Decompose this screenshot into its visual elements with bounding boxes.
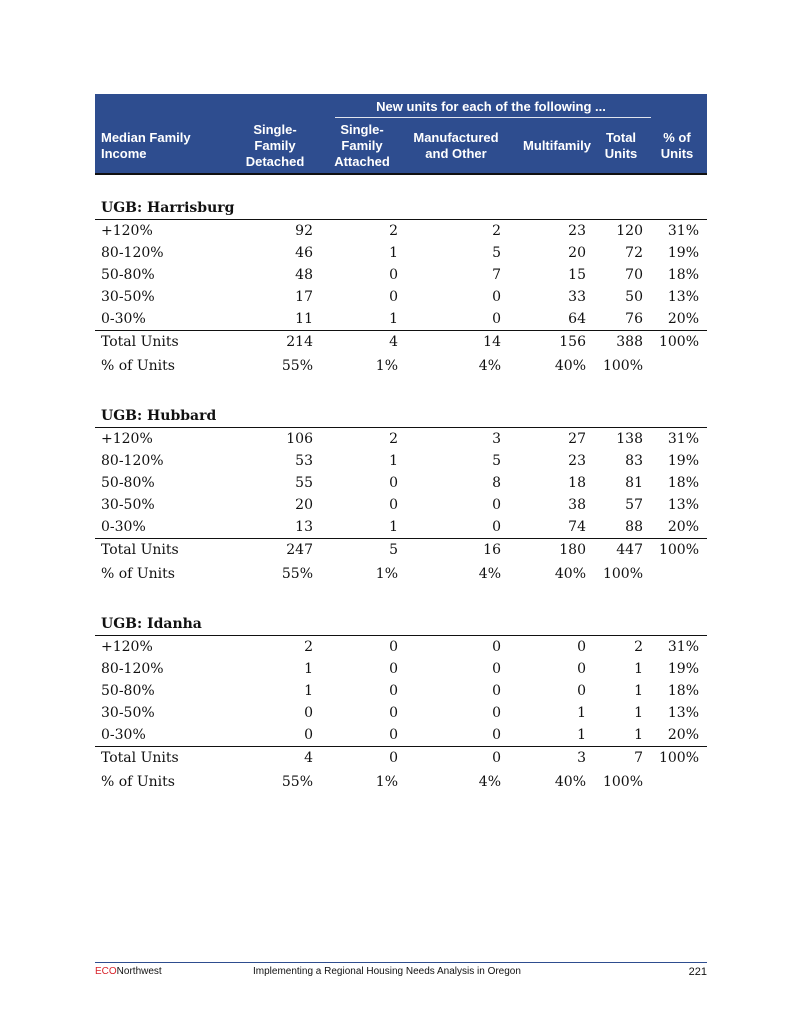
header-col-sfa [323, 118, 401, 173]
row-label: 80-120% [101, 245, 164, 261]
table-cell: 156 [559, 334, 586, 350]
table-cell: 19% [667, 245, 699, 261]
table-cell: 20% [667, 519, 699, 535]
table-cell: 38 [568, 497, 586, 513]
row-label: 50-80% [101, 683, 155, 699]
table-cell: 57 [625, 497, 643, 513]
table-cell: 16 [483, 542, 501, 558]
header-col-multifamily-line1: Multifamily [523, 137, 591, 153]
row-label: 30-50% [101, 289, 155, 305]
table-cell: 214 [286, 334, 313, 350]
total-row [95, 747, 707, 769]
table-cell: 31% [667, 431, 699, 447]
table-cell: 2 [634, 639, 643, 655]
header-col-total-line2: Units [604, 145, 638, 161]
row-label: % of Units [101, 774, 175, 790]
row-label: 0-30% [101, 519, 146, 535]
table-row [95, 242, 707, 264]
table-cell: 447 [616, 542, 643, 558]
table-cell: 18% [667, 475, 699, 491]
total-row [95, 331, 707, 353]
table-row [95, 264, 707, 286]
ugb-section [95, 405, 707, 585]
table-cell: 81 [625, 475, 643, 491]
table-cell: 8 [492, 475, 501, 491]
table-cell: 17 [295, 289, 313, 305]
table-cell: 7 [634, 750, 643, 766]
table-cell: 40% [554, 774, 586, 790]
table-cell: 5 [492, 453, 501, 469]
table-cell: 13% [667, 705, 699, 721]
table-cell: 31% [667, 223, 699, 239]
table-cell: 247 [286, 542, 313, 558]
table-row [95, 516, 707, 538]
table-cell: 33 [568, 289, 586, 305]
housing-units-table [95, 94, 707, 793]
table-cell: 0 [492, 750, 501, 766]
table-cell: 120 [616, 223, 643, 239]
header-col-sfa-line1: Single- [340, 121, 384, 137]
table-cell: 74 [568, 519, 586, 535]
percent-row [95, 355, 707, 377]
table-row [95, 658, 707, 680]
table-cell: 0 [492, 519, 501, 535]
table-cell: 1% [375, 358, 398, 374]
footer-page-number: 221 [688, 966, 707, 978]
header-col-pct-line2: Units [660, 145, 694, 161]
table-cell: 1 [304, 683, 313, 699]
table-cell: 0 [577, 683, 586, 699]
section-title: UGB: Harrisburg [101, 200, 235, 216]
table-cell: 48 [295, 267, 313, 283]
table-cell: 92 [295, 223, 313, 239]
section-title: UGB: Hubbard [101, 408, 217, 424]
table-cell: 100% [602, 358, 643, 374]
table-cell: 1% [375, 774, 398, 790]
footer-brand [95, 966, 162, 977]
row-label: Total Units [101, 542, 179, 558]
row-label: % of Units [101, 566, 175, 582]
table-cell: 0 [389, 497, 398, 513]
ugb-section [95, 613, 707, 793]
page-footer [95, 962, 707, 980]
table-cell: 0 [492, 661, 501, 677]
table-cell: 2 [304, 639, 313, 655]
table-cell: 1 [634, 661, 643, 677]
table-cell: 53 [295, 453, 313, 469]
table-cell: 15 [568, 267, 586, 283]
table-row [95, 636, 707, 658]
table-cell: 55% [281, 774, 313, 790]
table-cell: 0 [389, 289, 398, 305]
table-row [95, 308, 707, 330]
table-cell: 7 [492, 267, 501, 283]
table-cell: 76 [625, 311, 643, 327]
table-cell: 72 [625, 245, 643, 261]
table-row [95, 286, 707, 308]
row-label: 0-30% [101, 727, 146, 743]
table-cell: 14 [483, 334, 501, 350]
table-cell: 0 [492, 311, 501, 327]
table-cell: 64 [568, 311, 586, 327]
table-cell: 13 [295, 519, 313, 535]
row-label: +120% [101, 431, 153, 447]
table-cell: 0 [492, 705, 501, 721]
table-cell: 1 [389, 453, 398, 469]
table-cell: 23 [568, 453, 586, 469]
table-cell: 55 [295, 475, 313, 491]
header-col-income-line2: Income [101, 145, 147, 161]
table-cell: 0 [389, 661, 398, 677]
table-cell: 100% [658, 542, 699, 558]
table-cell: 0 [389, 750, 398, 766]
table-cell: 0 [492, 639, 501, 655]
row-label: 0-30% [101, 311, 146, 327]
table-cell: 0 [492, 497, 501, 513]
footer-brand-eco: ECO [95, 966, 117, 977]
table-cell: 0 [389, 639, 398, 655]
header-col-pct [651, 118, 703, 173]
section-title: UGB: Idanha [101, 616, 202, 632]
table-cell: 0 [389, 727, 398, 743]
table-cell: 1 [389, 245, 398, 261]
table-cell: 4 [304, 750, 313, 766]
table-cell: 0 [304, 705, 313, 721]
table-cell: 11 [295, 311, 313, 327]
table-cell: 4 [389, 334, 398, 350]
ugb-section [95, 197, 707, 377]
footer-rule [95, 962, 707, 963]
table-row [95, 450, 707, 472]
table-cell: 20 [568, 245, 586, 261]
header-bottom-rule [95, 173, 707, 175]
table-cell: 1 [304, 661, 313, 677]
header-col-total-line1: Total [605, 129, 637, 145]
row-label: Total Units [101, 750, 179, 766]
header-col-sfa-line2: Family [341, 137, 383, 153]
footer-brand-rest: Northwest [116, 966, 162, 977]
row-label: 50-80% [101, 267, 155, 283]
table-row [95, 680, 707, 702]
table-cell: 88 [625, 519, 643, 535]
header-col-manufactured-line2: and Other [425, 145, 487, 161]
table-cell: 138 [616, 431, 643, 447]
table-cell: 1 [634, 683, 643, 699]
table-cell: 0 [304, 727, 313, 743]
table-cell: 4% [478, 358, 501, 374]
table-row [95, 724, 707, 746]
table-cell: 4% [478, 774, 501, 790]
table-cell: 1 [634, 727, 643, 743]
table-row [95, 494, 707, 516]
total-row [95, 539, 707, 561]
table-cell: 388 [616, 334, 643, 350]
table-cell: 70 [625, 267, 643, 283]
table-cell: 1 [577, 727, 586, 743]
table-cell: 27 [568, 431, 586, 447]
table-cell: 20% [667, 727, 699, 743]
table-cell: 100% [602, 566, 643, 582]
header-col-sfd-line3: Detached [245, 153, 305, 169]
table-cell: 180 [559, 542, 586, 558]
table-cell: 23 [568, 223, 586, 239]
table-cell: 83 [625, 453, 643, 469]
table-cell: 20 [295, 497, 313, 513]
header-col-multifamily [509, 118, 605, 173]
table-cell: 1 [389, 311, 398, 327]
table-cell: 55% [281, 358, 313, 374]
table-cell: 13% [667, 289, 699, 305]
table-cell: 5 [492, 245, 501, 261]
footer-doc-title: Implementing a Regional Housing Needs Analysis in Oregon [253, 966, 521, 977]
header-col-income-line1: Median Family [101, 129, 191, 145]
table-cell: 1% [375, 566, 398, 582]
table-cell: 0 [492, 683, 501, 699]
table-cell: 0 [492, 289, 501, 305]
header-col-total [595, 118, 647, 173]
table-row [95, 220, 707, 242]
table-cell: 19% [667, 453, 699, 469]
table-body [95, 197, 707, 793]
table-cell: 0 [389, 683, 398, 699]
table-cell: 40% [554, 566, 586, 582]
table-cell: 31% [667, 639, 699, 655]
table-cell: 50 [625, 289, 643, 305]
percent-row [95, 771, 707, 793]
row-label: Total Units [101, 334, 179, 350]
table-cell: 3 [492, 431, 501, 447]
table-cell: 0 [577, 661, 586, 677]
table-cell: 2 [492, 223, 501, 239]
table-cell: 3 [577, 750, 586, 766]
header-col-manufactured-line1: Manufactured [413, 129, 499, 145]
table-cell: 5 [389, 542, 398, 558]
header-col-sfd [235, 118, 315, 173]
table-row [95, 702, 707, 724]
header-span-title: New units for each of the following ... [376, 99, 606, 114]
table-cell: 46 [295, 245, 313, 261]
table-cell: 0 [577, 639, 586, 655]
table-cell: 0 [389, 475, 398, 491]
row-label: 30-50% [101, 497, 155, 513]
table-cell: 100% [602, 774, 643, 790]
table-cell: 13% [667, 497, 699, 513]
table-row [95, 428, 707, 450]
table-row [95, 472, 707, 494]
table-cell: 2 [389, 223, 398, 239]
table-cell: 55% [281, 566, 313, 582]
table-cell: 18% [667, 683, 699, 699]
row-label: 50-80% [101, 475, 155, 491]
header-col-sfd-line2: Family [254, 137, 296, 153]
row-label: +120% [101, 639, 153, 655]
table-header [95, 94, 707, 173]
table-cell: 40% [554, 358, 586, 374]
table-cell: 18 [568, 475, 586, 491]
percent-row [95, 563, 707, 585]
table-cell: 0 [492, 727, 501, 743]
row-label: 80-120% [101, 453, 164, 469]
table-cell: 1 [577, 705, 586, 721]
table-cell: 1 [389, 519, 398, 535]
table-cell: 100% [658, 750, 699, 766]
table-cell: 100% [658, 334, 699, 350]
table-cell: 1 [634, 705, 643, 721]
table-cell: 4% [478, 566, 501, 582]
table-cell: 2 [389, 431, 398, 447]
table-cell: 106 [286, 431, 313, 447]
header-col-manufactured [407, 118, 505, 173]
table-cell: 0 [389, 267, 398, 283]
row-label: 30-50% [101, 705, 155, 721]
table-cell: 19% [667, 661, 699, 677]
header-col-sfd-line1: Single- [253, 121, 297, 137]
row-label: % of Units [101, 358, 175, 374]
table-cell: 0 [389, 705, 398, 721]
row-label: 80-120% [101, 661, 164, 677]
header-col-sfa-line3: Attached [334, 153, 390, 169]
table-cell: 20% [667, 311, 699, 327]
header-col-income [101, 118, 231, 173]
table-cell: 18% [667, 267, 699, 283]
row-label: +120% [101, 223, 153, 239]
header-col-pct-line1: % of [663, 129, 691, 145]
